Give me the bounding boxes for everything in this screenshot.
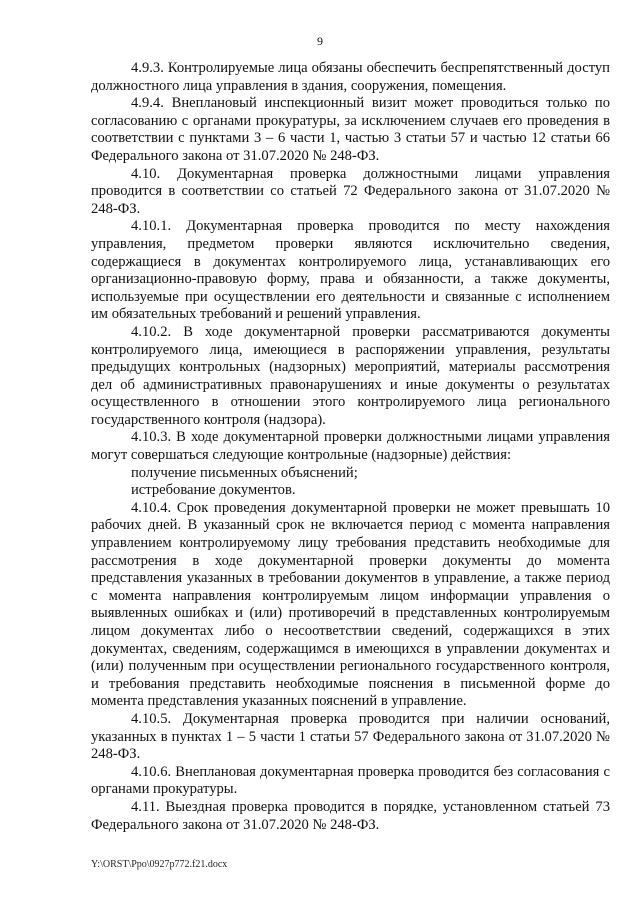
paragraph-4-9-4: 4.9.4. Внеплановый инспекционный визит может проводиться только по согласованию с органами прокуратуры, за исключением случаев его проведения в соответствии с пунктами 3 – 6 части 1, частью 3 статьи 57 и частью 12 статьи 66 Федерального закона от 31.07.2020 № 248-ФЗ. <box>91 95 610 164</box>
paragraph-4-10-1: 4.10.1. Документарная проверка проводится по месту нахождения управления, предметом проверки являются исключительно сведения, содержащиеся в документах контролируемого лица, устанавливающих его организационно-правовую форму, права и обязанности, а также документы, используемые при осуществлении его деятельности и связанные с исполнением им обязательных требований и решений управления. <box>91 218 610 323</box>
paragraph-4-10-3: 4.10.3. В ходе документарной проверки должностными лицами управления могут совершаться следующие контрольные (надзорные) действия: <box>91 429 610 464</box>
list-item-documents: истребование документов. <box>131 482 296 499</box>
paragraph-4-10-5: 4.10.5. Документарная проверка проводится при наличии оснований, указанных в пунктах 1 – 5 части 1 статьи 57 Федерального закона от 31.07.2020 № 248-ФЗ. <box>91 710 610 763</box>
paragraph-4-10: 4.10. Документарная проверка должностными лицами управления проводится в соответствии со статьей 72 Федерального закона от 31.07.2020 № 248-ФЗ. <box>91 165 610 217</box>
paragraph-4-10-2: 4.10.2. В ходе документарной проверки рассматриваются документы контролируемого лица, имеющиеся в распоряжении управления, результаты предыдущих контрольных (надзорных) мероприятий, материалы рассмотрения дел об административных правонарушениях и иные документы о результатах осуществленного в отношении этого контролируемого лица регионального государственного контроля (надзора). <box>91 323 610 428</box>
list-item-explanations: получение письменных объяснений; <box>131 464 358 481</box>
paragraph-4-10-4: 4.10.4. Срок проведения документарной проверки не может превышать 10 рабочих дней. В указанный срок не включается период с момента направления управлением контролируемому лицу требования представить необходимые для рассмотрения в ходе документарной проверки документы до момента представления указанных в требовании документов в управление, а также период с момента направления контролируемым лицом информации управления о выявленных ошибках и (или) противоречий в представленных контролируемым лицом документах либо о несоответствии сведений, содержащихся в этих документах, сведениям, содержащимся в имеющихся в управлении документах и (или) полученным при осуществлении регионального государственного контроля, и требования представить необходимые пояснения в письменной форме до момента представления указанных пояснений в управление. <box>91 499 610 710</box>
footer-file-path: Y:\ORST\Ppo\0927p772.f21.docx <box>91 859 228 870</box>
paragraph-4-10-6: 4.10.6. Внеплановая документарная проверка проводится без согласования с органами прокуратуры. <box>91 763 610 798</box>
document-body <box>91 60 610 834</box>
paragraph-4-9-3: 4.9.3. Контролируемые лица обязаны обеспечить беспрепятственный доступ должностного лица управления в здания, сооружения, помещения. <box>91 60 610 94</box>
paragraph-4-11: 4.11. Выездная проверка проводится в порядке, установленном статьей 73 Федерального закона от 31.07.2020 № 248-ФЗ. <box>91 798 610 833</box>
page-number: 9 <box>317 34 323 48</box>
